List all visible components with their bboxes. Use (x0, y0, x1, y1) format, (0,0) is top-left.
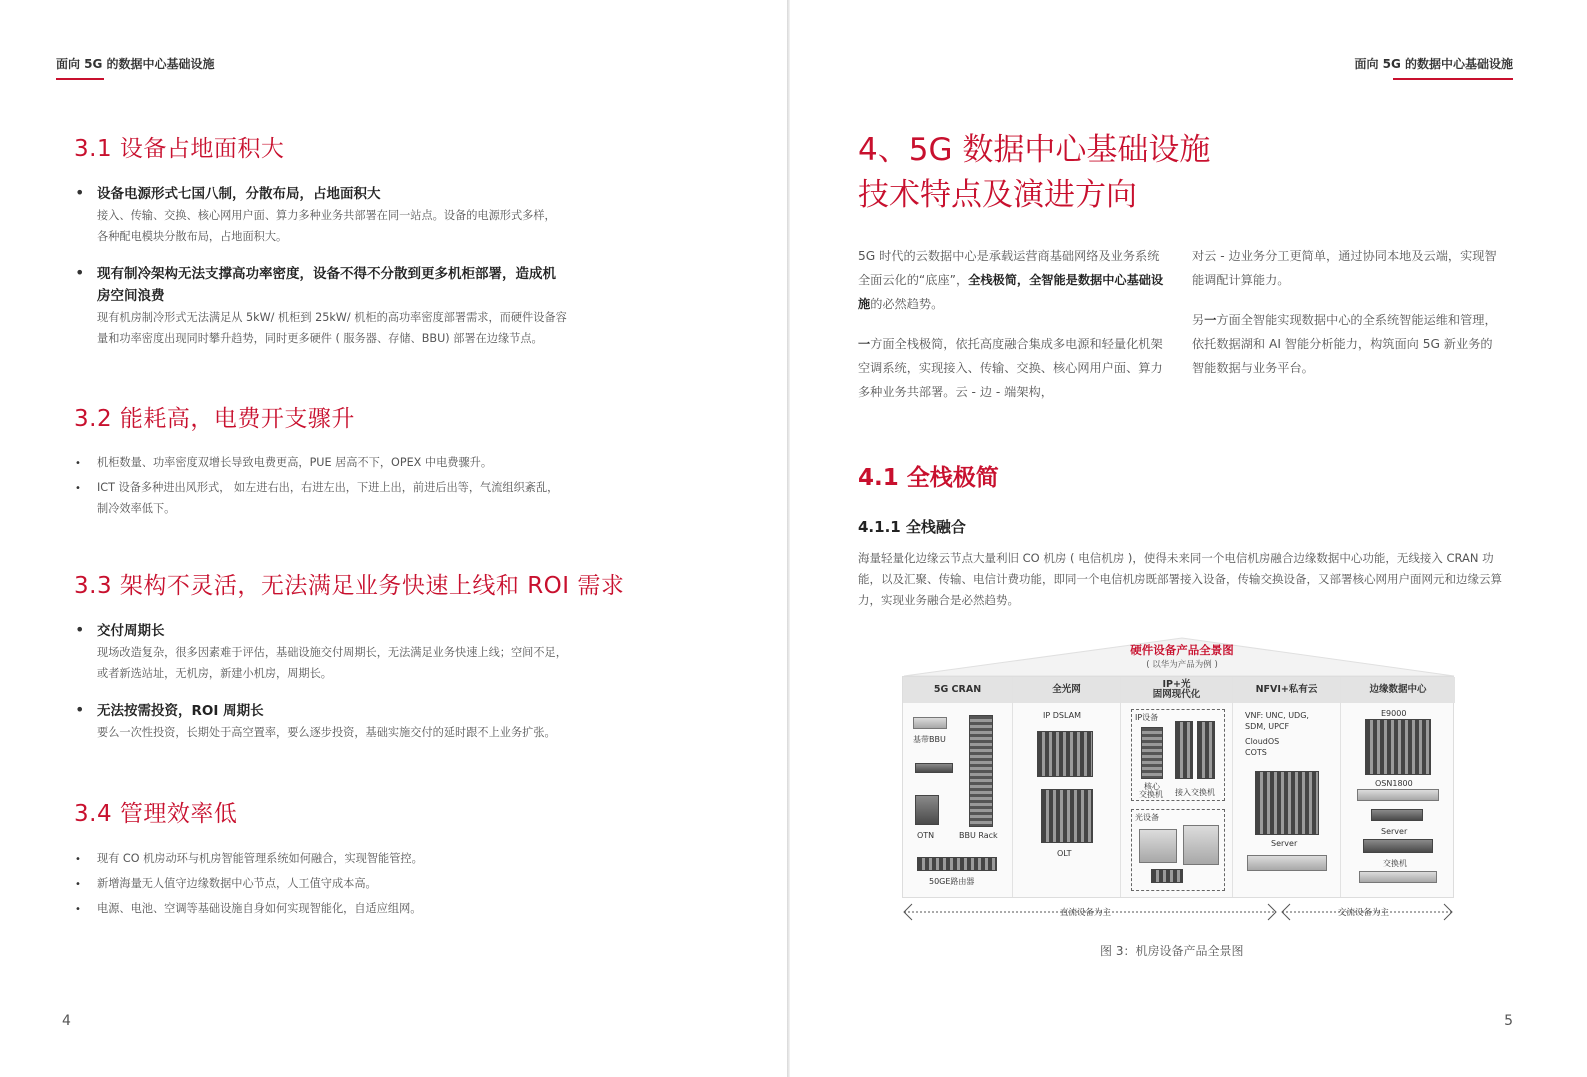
left-page (0, 0, 788, 1077)
section-4-1-1-paragraph: 海量轻量化边缘云节点大量利旧 CO 机房 ( 电信机房 )，使得未来同一个电信机房融合边缘数据中心功能，无线接入 CRAN 功能，以及汇聚、传输、电信计费功能，即同一个电信机房既部署接入设备，传输交换设备，又部署核心网用户面网元和边缘云算力，实现业务融合是必然趋势。 (858, 551, 1502, 607)
page-number-right: 5 (1504, 1013, 1513, 1029)
running-head-left: 面向 5G 的数据中心基础设施 (56, 55, 215, 80)
intro-column-2: 对云 - 边业务分工更简单，通过协同本地及云端，实现智能调配计算能力。 另一方面全智能实现数据中心的全系统智能运维和管理，依托数据湖和 AI 智能分析能力，构筑面向 5G 新业务的智能数据与业务平台。 (1192, 249, 1497, 375)
list-item: • 机柜数量、功率密度双增长导致电费更高，PUE 居高不下，OPEX 中电费骤升。 (74, 452, 594, 473)
figure-column-5g-cran: 5G CRAN 基带BBU OTN BBU Rack 50GE路由器 (903, 677, 1013, 897)
section-3-2-list (74, 452, 594, 523)
list-item: • ICT 设备多种进出风形式， 如左进右出，右进左出，下进上出，前进后出等，气流组织紊乱， 制冷效率低下。 (74, 477, 594, 519)
section-3-3-list (74, 620, 594, 759)
bbu-device (913, 717, 947, 729)
figure-column-all-optical: 全光网 IP DSLAM OLT (1013, 677, 1121, 897)
list-item: • 现有 CO 机房动环与机房智能管理系统如何融合，实现智能管控。 (74, 848, 594, 869)
optical-device (1183, 825, 1219, 865)
optical-device (1139, 829, 1177, 863)
section-4-1-1-title: 4.1.1 全栈融合 (858, 518, 966, 536)
access-switch-device (1175, 721, 1193, 779)
server-device (1247, 855, 1327, 871)
server-device (1371, 809, 1423, 821)
otn-device (915, 795, 939, 825)
list-item: • 交付周期长 现场改造复杂，很多因素难于评估，基础设施交付周期长，无法满足业务快速上线；空间不足， 或者新选站址，无机房，新建小机房，周期长。 (74, 620, 594, 684)
router-device (915, 763, 953, 773)
cots-server-rack (1255, 771, 1319, 835)
section-3-4-title: 3.4 管理效率低 (74, 801, 238, 827)
chapter-title: 4、5G 数据中心基础设施 技术特点及演进方向 (858, 132, 1211, 213)
figure-column-ip-optical: IP+光 固网现代化 IP设备 核心 交换机 接入交换机 光设备 (1121, 677, 1233, 897)
dc-power-label: 直流设备为主 (1060, 908, 1112, 918)
right-page (790, 0, 1587, 1077)
figure-subtitle: ( 以华为产品为例 ) (1146, 660, 1218, 670)
osn1800-device (1357, 789, 1439, 801)
list-item: • 电源、电池、空调等基础设施自身如何实现智能化，自适应组网。 (74, 898, 594, 919)
running-head-right: 面向 5G 的数据中心基础设施 (1354, 55, 1513, 80)
section-3-1-list (74, 183, 594, 365)
bbu-rack-device (969, 715, 993, 827)
olt-device (1041, 789, 1093, 843)
figure-column-edge-dc: 边缘数据中心 E9000 OSN1800 Server 交换机 (1341, 677, 1455, 897)
figure-column-nfvi: NFVI+私有云 VNF: UNC, UDG, SDM, UPCF CloudOS COTS Server (1233, 677, 1341, 897)
list-item: • 无法按需投资，ROI 周期长 要么一次性投资，长期处于高空置率，要么逐步投资，基础实施交付的延时跟不上业务扩张。 (74, 700, 594, 743)
running-head-rule (56, 78, 104, 80)
section-3-3-title: 3.3 架构不灵活，无法满足业务快速上线和 ROI 需求 (74, 573, 625, 599)
switch-device (1359, 871, 1437, 883)
section-3-4-list (74, 848, 594, 923)
section-3-2-title: 3.2 能耗高，电费开支骤升 (74, 406, 355, 432)
figure-caption: 图 3：机房设备产品全景图 (1100, 944, 1244, 958)
running-head-rule (1393, 78, 1513, 80)
access-switch-device (1197, 721, 1215, 779)
hardware-panorama-figure (902, 636, 1462, 926)
optical-device (1151, 869, 1183, 883)
section-4-1-title: 4.1 全栈极简 (858, 465, 999, 491)
server-device (1363, 839, 1433, 853)
section-3-1-title: 3.1 设备占地面积大 (74, 136, 285, 162)
core-switch-device (1141, 727, 1163, 779)
figure-panel (902, 676, 1454, 898)
50ge-router-device (917, 857, 997, 871)
ac-power-label: 交流设备为主 (1338, 908, 1390, 918)
list-item: • 设备电源形式七国八制，分散布局，占地面积大 接入、传输、交换、核心网用户面、算力多种业务共部署在同一站点。设备的电源形式多样， 各种配电模块分散布局，占地面积大。 (74, 183, 594, 247)
list-item: • 现有制冷架构无法支撑高功率密度，设备不得不分散到更多机柜部署，造成机 房空间浪费 现有机房制冷形式无法满足从 5kW/ 机柜到 25kW/ 机柜的高功率密度部署需求，而硬件设备容 量和功率密度出现同时攀升趋势，同时更多硬件 ( 服务器、存储、BBU) 部署在边缘节点。 (74, 263, 594, 349)
e9000-device (1365, 719, 1431, 775)
ip-dslam-device (1037, 731, 1093, 777)
intro-column-1: 5G 时代的云数据中心是承载运营商基础网络及业务系统全面云化的“底座”，全栈极简，全智能是数据中心基础设施的必然趋势。 一方面全栈极简，依托高度融合集成多电源和轻量化机架空调系统，实现接入、传输、交换、核心网用户面、算力多种业务共部署。云 - 边 - 端架构， (858, 249, 1164, 399)
page-number-left: 4 (62, 1013, 71, 1029)
figure-title: 硬件设备产品全景图 (1130, 643, 1234, 657)
list-item: • 新增海量无人值守边缘数据中心节点，人工值守成本高。 (74, 873, 594, 894)
